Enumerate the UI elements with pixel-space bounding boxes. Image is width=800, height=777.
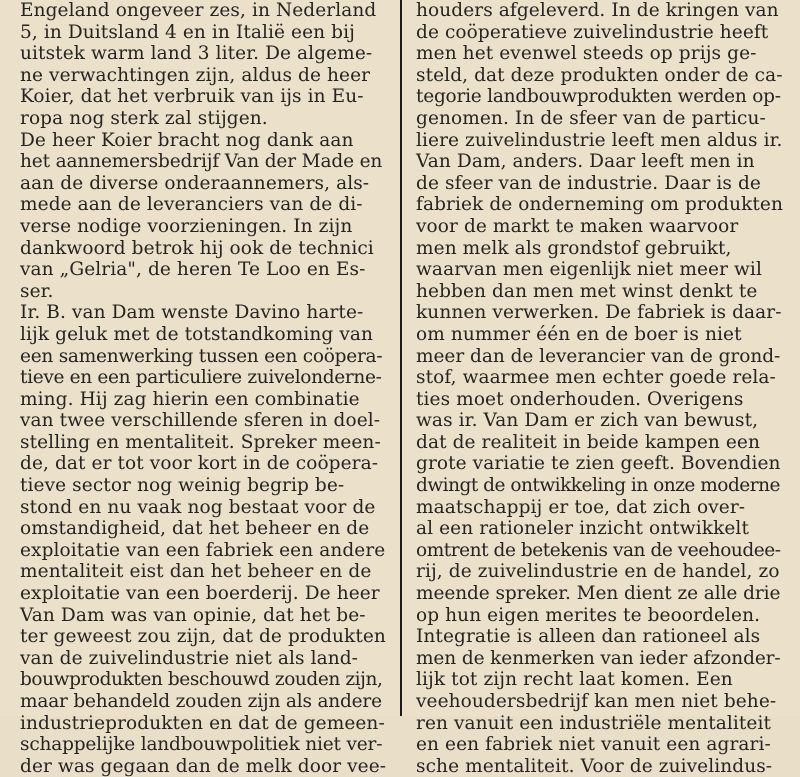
text-line: het aannemersbedrijf Van der Made en bbox=[20, 151, 383, 173]
text-line: De heer Koier bracht nog dank aan bbox=[20, 129, 354, 151]
text-line: stelling en mentaliteit. Spreker meen- bbox=[20, 431, 381, 453]
column-divider bbox=[400, 0, 402, 716]
left-column bbox=[20, 0, 386, 777]
text-line: ser. bbox=[20, 280, 54, 302]
text-line: tieve en een particuliere zuivelonderne- bbox=[20, 367, 382, 389]
text-line: aan de diverse onderaannemers, als- bbox=[20, 172, 370, 194]
text-line: op hun eigen merites te beoordelen. bbox=[416, 604, 761, 626]
text-line: der was gegaan dan de melk door vee- bbox=[20, 755, 387, 777]
text-line: men het evenwel steeds op prijs ge- bbox=[416, 43, 757, 65]
text-line: dwingt de ontwikkeling in onze moderne bbox=[416, 475, 780, 497]
text-line: waarvan men eigenlijk niet meer wil bbox=[416, 259, 762, 281]
text-line: van twee verschillende sferen in doel- bbox=[20, 410, 381, 432]
text-line: Integratie is alleen dan rationeel als bbox=[416, 626, 761, 648]
text-line: Engeland ongeveer zes, in Nederland bbox=[20, 0, 377, 21]
text-line: Koier, dat het verbruik van ijs in Eu- bbox=[20, 86, 364, 108]
text-line: van „Gelria", de heren Te Loo en Es- bbox=[20, 259, 366, 281]
text-line: rij, de zuivelindustrie en de handel, zo bbox=[416, 561, 780, 583]
text-line: ropa nog sterk zal stijgen. bbox=[20, 107, 268, 129]
text-line: mede aan de leveranciers van de di- bbox=[20, 194, 363, 216]
text-line: 5, in Duitsland 4 en in Italië een bij bbox=[20, 21, 355, 43]
text-line: voor de markt te maken waarvoor bbox=[416, 215, 739, 237]
text-line: uitstek warm land 3 liter. De algeme- bbox=[20, 43, 373, 65]
text-line: omtrent de betekenis van de veehoudee- bbox=[416, 539, 781, 561]
text-line: exploitatie van een boerderij. De heer bbox=[20, 583, 380, 605]
text-line: stond en nu vaak nog bestaat voor de bbox=[20, 496, 376, 518]
text-line: grote variatie te zien geeft. Bovendien bbox=[416, 453, 781, 475]
text-line: de coöperatieve zuivelindustrie heeft bbox=[416, 21, 769, 43]
text-line: al een rationeler inzicht ontwikkelt bbox=[416, 518, 749, 540]
text-line: exploitatie van een fabriek een andere bbox=[20, 539, 386, 561]
text-line: tieve sector nog weinig begrip be- bbox=[20, 475, 345, 497]
text-line: ter geweest zou zijn, dat de produkten bbox=[20, 626, 386, 648]
text-line: Van Dam, anders. Daar leeft men in bbox=[416, 151, 755, 173]
text-line: men melk als grondstof gebruikt, bbox=[416, 237, 732, 259]
text-line: de sfeer van de industrie. Daar is de bbox=[416, 172, 761, 194]
text-line: omstandigheid, dat het beheer en de bbox=[20, 518, 370, 540]
text-line: fabriek de onderneming om produkten bbox=[416, 194, 783, 216]
text-line: meende spreker. Men dient ze alle drie bbox=[416, 583, 781, 605]
right-column bbox=[416, 0, 784, 777]
text-line: men de kenmerken van ieder afzonder- bbox=[416, 647, 781, 669]
text-line: en een fabriek niet vanuit een agrari- bbox=[416, 734, 771, 756]
text-line: bouwprodukten beschouwd zouden zijn, bbox=[20, 669, 383, 691]
text-line: liere zuivelindustrie leeft men aldus ir. bbox=[416, 129, 783, 151]
text-line: schappelijke landbouwpolitiek niet ver- bbox=[20, 734, 383, 756]
text-line: genomen. In de sfeer van de particu- bbox=[416, 107, 766, 129]
text-line: van de zuivelindustrie niet als land- bbox=[20, 647, 359, 669]
text-line: ne verwachtingen zijn, aldus de heer bbox=[20, 64, 371, 86]
text-line: lijk geluk met de totstandkoming van bbox=[20, 323, 374, 345]
text-line: stof, waarmee men echter goede rela- bbox=[416, 367, 776, 389]
text-line: een samenwerking tussen een coöpera- bbox=[20, 345, 383, 367]
text-line: de, dat er tot voor kort in de coöpera- bbox=[20, 453, 379, 475]
text-line: hebben dan men met winst denkt te bbox=[416, 280, 758, 302]
text-line: mentaliteit eist dan het beheer en de bbox=[20, 561, 372, 583]
text-line: ties moet onderhouden. Overigens bbox=[416, 388, 744, 410]
text-line: lijk tot zijn recht laat komen. Een bbox=[416, 669, 733, 691]
text-line: kunnen verwerken. De fabriek is daar- bbox=[416, 302, 782, 324]
text-line: om nummer één en de boer is niet bbox=[416, 323, 742, 345]
text-line: meer dan de leverancier van de grond- bbox=[416, 345, 781, 367]
text-line: ren vanuit een industriële mentaliteit bbox=[416, 712, 772, 734]
text-line: maar behandeld zouden zijn als andere bbox=[20, 691, 382, 712]
text-line: Van Dam was van opinie, dat het be- bbox=[20, 604, 366, 626]
text-line: tegorie landbouwprodukten werden op- bbox=[416, 86, 781, 108]
text-line: steld, dat deze produkten onder de ca- bbox=[416, 64, 783, 86]
text-line: was ir. Van Dam er zich van bewust, bbox=[416, 410, 759, 432]
text-line: veehoudersbedrijf kan men niet behe- bbox=[416, 691, 777, 712]
text-line: ming. Hij zag hierin een combinatie bbox=[20, 388, 360, 410]
text-line: dankwoord betrok hij ook de technici bbox=[20, 237, 374, 259]
text-line: houders afgeleverd. In de kringen van bbox=[416, 0, 779, 21]
text-line: maatschappij er toe, dat zich over- bbox=[416, 496, 746, 518]
text-line: Ir. B. van Dam wenste Davino harte- bbox=[20, 302, 364, 324]
text-line: sche mentaliteit. Voor de zuivelindus- bbox=[416, 755, 773, 777]
text-line: industrieprodukten en dat de gemeen- bbox=[20, 712, 385, 734]
text-line: dat de realiteit in beide kampen een bbox=[416, 431, 760, 453]
text-line: verse nodige voorzieningen. In zijn bbox=[20, 215, 353, 237]
